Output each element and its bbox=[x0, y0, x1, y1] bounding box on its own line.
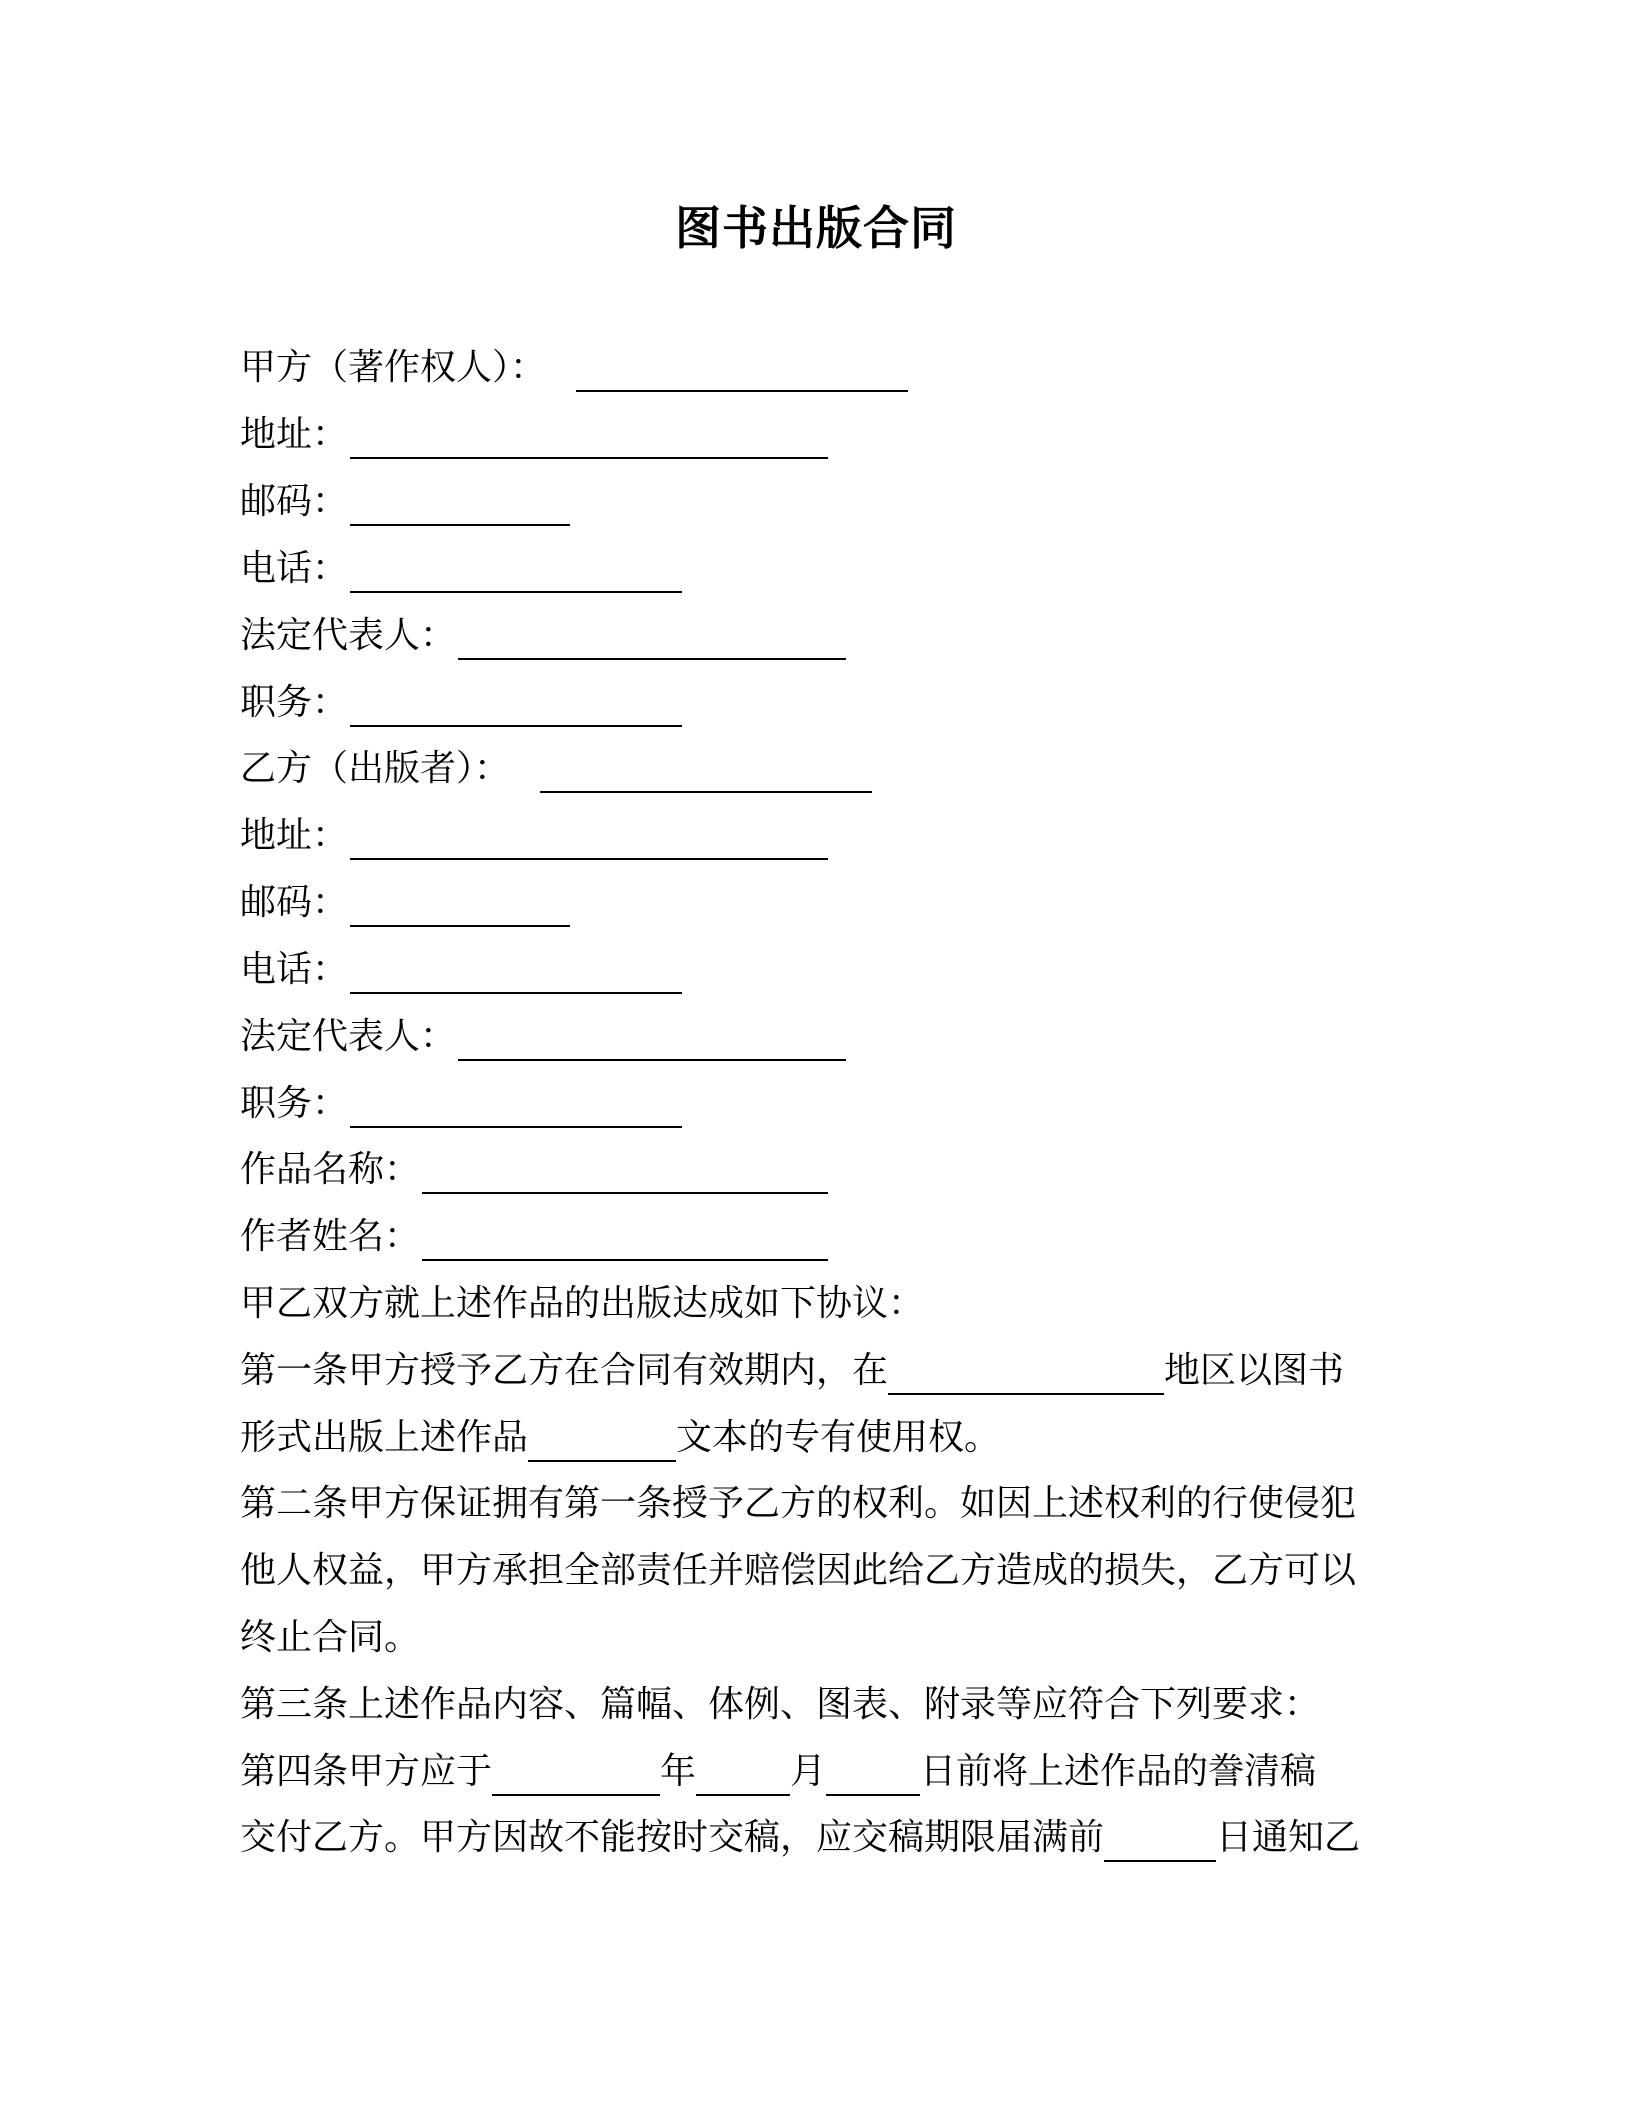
party-b-address-row bbox=[240, 810, 828, 862]
article-4-year-blank[interactable] bbox=[492, 1750, 660, 1796]
article-4-text-b: 日前将上述作品的誊清稿 bbox=[920, 1751, 1317, 1792]
party-b-phone-row bbox=[240, 944, 682, 996]
article-2-line-1: 第二条甲方保证拥有第一条授予乙方的权利。如因上述权利的行使侵犯 bbox=[240, 1483, 1357, 1524]
party-b-postcode-row bbox=[240, 877, 570, 929]
article-4-text-c: 交付乙方。甲方因故不能按时交稿，应交稿期限届满前 bbox=[240, 1817, 1105, 1858]
author-name-label: 作者姓名： bbox=[240, 1216, 421, 1257]
party-b-address-blank[interactable] bbox=[350, 814, 828, 860]
party-a-position-row bbox=[240, 677, 682, 729]
party-a-legal-rep-row bbox=[240, 610, 846, 662]
article-4-notice-days-blank[interactable] bbox=[1104, 1816, 1216, 1862]
party-b-legal-rep-label: 法定代表人： bbox=[240, 1016, 457, 1057]
party-a-phone-blank[interactable] bbox=[350, 547, 682, 593]
party-b-address-label: 地址： bbox=[240, 815, 349, 856]
article-2-line-3: 终止合同。 bbox=[240, 1617, 421, 1658]
party-a-label: 甲方（著作权人）： bbox=[240, 347, 547, 388]
party-a-row bbox=[240, 342, 908, 394]
party-b-position-label: 职务： bbox=[240, 1083, 349, 1124]
party-a-postcode-label: 邮码： bbox=[240, 481, 349, 522]
party-b-legal-rep-row bbox=[240, 1011, 846, 1063]
article-4-text-d: 日通知乙 bbox=[1216, 1817, 1361, 1858]
article-1-text-a: 第一条甲方授予乙方在合同有效期内，在 bbox=[240, 1350, 889, 1391]
article-3-line: 第三条上述作品内容、篇幅、体例、图表、附录等应符合下列要求： bbox=[240, 1684, 1321, 1725]
article-4-line-1 bbox=[240, 1746, 1316, 1798]
party-a-address-blank[interactable] bbox=[350, 413, 828, 459]
article-4-day-blank[interactable] bbox=[826, 1750, 920, 1796]
party-a-postcode-row bbox=[240, 476, 570, 528]
party-b-position-blank[interactable] bbox=[350, 1082, 682, 1128]
article-2-line-2: 他人权益，甲方承担全部责任并赔偿因此给乙方造成的损失，乙方可以 bbox=[240, 1550, 1357, 1591]
party-a-address-label: 地址： bbox=[240, 414, 349, 455]
party-b-phone-label: 电话： bbox=[240, 949, 349, 990]
article-1-text-b: 地区以图书 bbox=[1164, 1350, 1345, 1391]
article-4-month-blank[interactable] bbox=[696, 1750, 790, 1796]
party-b-label: 乙方（出版者）： bbox=[240, 748, 511, 789]
article-4-year-label: 年 bbox=[660, 1751, 697, 1792]
article-1-line-2 bbox=[240, 1412, 1000, 1464]
party-a-address-row bbox=[240, 409, 828, 461]
work-title-label: 作品名称： bbox=[240, 1149, 421, 1190]
party-b-phone-blank[interactable] bbox=[350, 948, 682, 994]
party-b-position-row bbox=[240, 1078, 682, 1130]
party-a-legal-rep-label: 法定代表人： bbox=[240, 615, 457, 656]
party-a-legal-rep-blank[interactable] bbox=[458, 614, 846, 660]
party-a-position-label: 职务： bbox=[240, 682, 349, 723]
article-1-line-1 bbox=[240, 1345, 1344, 1397]
party-a-phone-row bbox=[240, 543, 682, 595]
article-1-text-d: 文本的专有使用权。 bbox=[676, 1417, 1001, 1458]
party-b-postcode-blank[interactable] bbox=[350, 881, 570, 927]
article-4-month-label: 月 bbox=[790, 1751, 827, 1792]
party-b-name-blank[interactable] bbox=[540, 747, 872, 793]
party-a-position-blank[interactable] bbox=[350, 681, 682, 727]
party-a-postcode-blank[interactable] bbox=[350, 480, 570, 526]
work-title-blank[interactable] bbox=[422, 1148, 828, 1194]
party-a-name-blank[interactable] bbox=[576, 346, 908, 392]
article-4-line-2 bbox=[240, 1812, 1360, 1864]
article-1-text-c: 形式出版上述作品 bbox=[240, 1417, 529, 1458]
author-name-row bbox=[240, 1211, 828, 1263]
party-b-legal-rep-blank[interactable] bbox=[458, 1015, 846, 1061]
party-b-postcode-label: 邮码： bbox=[240, 882, 349, 923]
page-title: 图书出版合同 bbox=[675, 201, 957, 255]
intro-paragraph: 甲乙双方就上述作品的出版达成如下协议： bbox=[240, 1283, 925, 1324]
article-1-language-blank[interactable] bbox=[528, 1416, 676, 1462]
party-b-row bbox=[240, 743, 872, 795]
work-title-row bbox=[240, 1144, 828, 1196]
author-name-blank[interactable] bbox=[422, 1215, 828, 1261]
article-4-text-a: 第四条甲方应于 bbox=[240, 1751, 493, 1792]
party-a-phone-label: 电话： bbox=[240, 548, 349, 589]
article-1-region-blank[interactable] bbox=[888, 1349, 1164, 1395]
